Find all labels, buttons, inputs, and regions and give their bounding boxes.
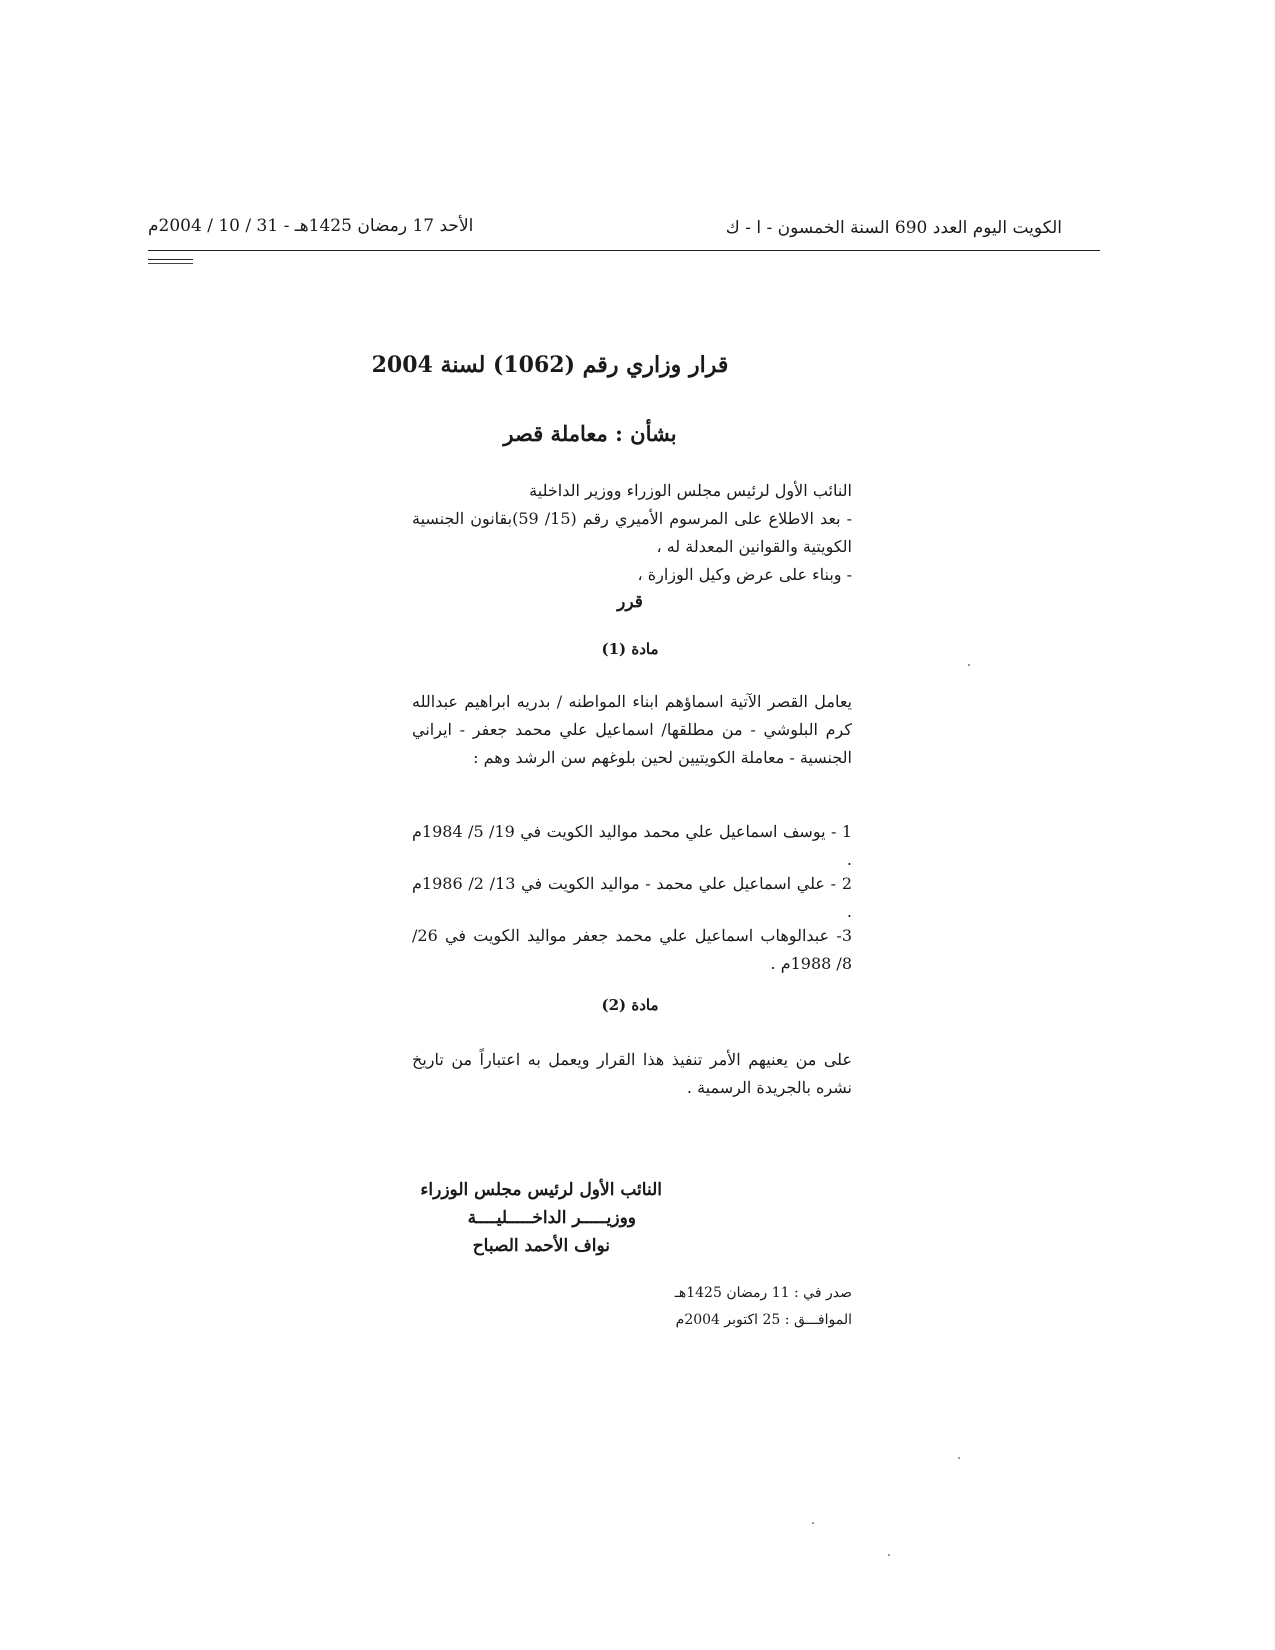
signature-line-2: ووزيـــــر الداخـــــليــــة bbox=[467, 1208, 636, 1228]
preamble bbox=[412, 477, 852, 589]
preamble-recital-2: - وبناء على عرض وكيل الوزارة ، bbox=[637, 565, 852, 584]
article-1-item-1: 1 - يوسف اسماعيل علي محمد مواليد الكويت في 19/ 5/ 1984م . bbox=[412, 822, 852, 869]
header-rule bbox=[148, 250, 1100, 251]
scan-speck bbox=[812, 1522, 814, 1524]
header-date: الأحد 17 رمضان 1425هـ - 31 / 10 / 2004م bbox=[148, 216, 474, 236]
article-1-item-2: 2 - علي اسماعيل علي محمد - مواليد الكويت في 13/ 2/ 1986م . bbox=[412, 874, 853, 921]
signature-block bbox=[420, 1176, 662, 1260]
article-1-intro: يعامل القصر الآتية اسماؤهم ابناء المواطنه / بدريه ابراهيم عبدالله كرم البلوشي - من مطلقها/ اسماعيل علي محمد جعفر - ايراني الجنسية - معاملة الكويتيين لحين بلوغهم سن الرشد وهم : bbox=[412, 692, 852, 767]
article-2-text: على من يعنيهم الأمر تنفيذ هذا القرار ويعمل به اعتباراً من تاريخ نشره بالجريدة الرسمية . bbox=[412, 1050, 852, 1097]
scan-speck bbox=[958, 1457, 960, 1459]
header-rule-short bbox=[148, 259, 193, 260]
preamble-recital-1: - بعد الاطلاع على المرسوم الأميري رقم (15/ 59)بقانون الجنسية الكويتية والقوانين المعدلة له ، bbox=[412, 509, 853, 556]
decision-subject: بشأن : معاملة قصر bbox=[503, 421, 677, 446]
decides-heading: قرر bbox=[617, 592, 643, 612]
preamble-issuer: النائب الأول لرئيس مجلس الوزراء ووزير الداخلية bbox=[529, 481, 852, 500]
issued-hijri: صدر في : 11 رمضان 1425هـ bbox=[674, 1285, 852, 1301]
article-1-item-3: 3- عبدالوهاب اسماعيل علي محمد جعفر مواليد الكويت في 26/ 8/ 1988م . bbox=[412, 926, 852, 973]
decision-title: قرار وزاري رقم (1062) لسنة 2004 bbox=[371, 352, 729, 378]
signature-line-3: نواف الأحمد الصباح bbox=[472, 1236, 610, 1256]
issued-gregorian: الموافـــق : 25 اكتوبر 2004م bbox=[675, 1312, 852, 1328]
article-2-heading: مادة (2) bbox=[601, 996, 659, 1014]
header-issue-info: الكويت اليوم العدد 690 السنة الخمسون - ا - ك bbox=[725, 218, 1062, 238]
issue-dates bbox=[675, 1280, 852, 1334]
article-1-heading: مادة (1) bbox=[601, 640, 659, 658]
signature-line-1: النائب الأول لرئيس مجلس الوزراء bbox=[420, 1180, 662, 1200]
scan-speck bbox=[968, 664, 970, 666]
scan-speck bbox=[888, 1554, 890, 1556]
header-rule-short-2 bbox=[148, 263, 193, 264]
